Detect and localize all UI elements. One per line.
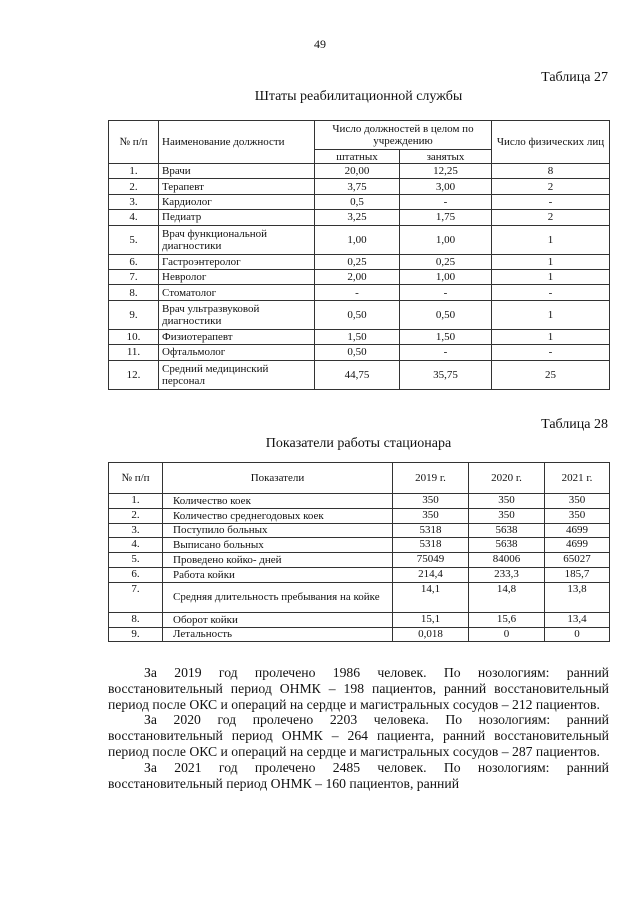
value-y2019: 214,4 (393, 567, 469, 582)
table-row (109, 538, 610, 553)
header-name: Наименование должности (159, 121, 315, 164)
page-number: 49 (314, 37, 326, 51)
hospital-indicators-table (108, 462, 610, 642)
position-name: Педиатр (159, 210, 315, 225)
row-number: 7. (109, 269, 159, 284)
persons-count: 2 (492, 179, 610, 194)
header-num: № п/п (109, 463, 163, 494)
staff-count: 0,25 (315, 254, 400, 269)
staff-count: 0,50 (315, 345, 400, 360)
table-row (109, 194, 610, 209)
value-y2020: 350 (469, 494, 545, 509)
row-number: 11. (109, 345, 159, 360)
occupied-count: 1,75 (400, 210, 492, 225)
persons-count: 25 (492, 360, 610, 389)
staff-count: 1,00 (315, 225, 400, 254)
header-2020: 2020 г. (469, 463, 545, 494)
value-y2021: 185,7 (545, 567, 610, 582)
table-row (109, 345, 610, 360)
value-y2020: 0 (469, 627, 545, 642)
occupied-count: 12,25 (400, 164, 492, 179)
value-y2019: 75049 (393, 553, 469, 568)
table28-title: Показатели работы стационара (265, 436, 452, 451)
value-y2020: 350 (469, 508, 545, 523)
staff-table-body (109, 164, 610, 390)
position-name: Стоматолог (159, 285, 315, 300)
value-y2019: 350 (393, 508, 469, 523)
table28-caption: Таблица 28 (541, 417, 608, 432)
table-row (109, 269, 610, 284)
value-y2021: 4699 (545, 538, 610, 553)
indicator-name: Выписано больных (163, 538, 393, 553)
row-number: 2. (109, 179, 159, 194)
header-persons: Число физических лиц (492, 121, 610, 164)
value-y2019: 15,1 (393, 612, 469, 627)
row-number: 6. (109, 254, 159, 269)
row-number: 8. (109, 285, 159, 300)
staff-count: 3,75 (315, 179, 400, 194)
position-name: Невролог (159, 269, 315, 284)
row-number: 9. (109, 627, 163, 642)
position-name: Кардиолог (159, 194, 315, 209)
occupied-count: - (400, 345, 492, 360)
staff-count: 44,75 (315, 360, 400, 389)
value-y2021: 350 (545, 508, 610, 523)
occupied-count: 1,00 (400, 225, 492, 254)
row-number: 12. (109, 360, 159, 389)
row-number: 3. (109, 523, 163, 538)
staff-count: 3,25 (315, 210, 400, 225)
value-y2021: 65027 (545, 553, 610, 568)
value-y2021: 350 (545, 494, 610, 509)
persons-count: 2 (492, 210, 610, 225)
value-y2019: 5318 (393, 538, 469, 553)
position-name: Средний медицинский персонал (159, 360, 315, 389)
header-staff: штатных (315, 150, 400, 164)
table-row (109, 553, 610, 568)
table-row (109, 329, 610, 344)
value-y2019: 14,1 (393, 582, 469, 612)
table-row (109, 523, 610, 538)
position-name: Терапевт (159, 179, 315, 194)
table-row (109, 360, 610, 389)
header-2021: 2021 г. (545, 463, 610, 494)
body-text (108, 665, 609, 791)
table-row (109, 494, 610, 509)
occupied-count: 1,50 (400, 329, 492, 344)
row-number: 4. (109, 538, 163, 553)
row-number: 8. (109, 612, 163, 627)
table-row (109, 627, 610, 642)
indicator-name: Оборот койки (163, 612, 393, 627)
staff-count: 0,50 (315, 300, 400, 329)
table-row (109, 225, 610, 254)
persons-count: 1 (492, 300, 610, 329)
indicator-name: Проведено койко- дней (163, 553, 393, 568)
table-row (109, 164, 610, 179)
table-row (109, 300, 610, 329)
row-number: 4. (109, 210, 159, 225)
paragraph: За 2021 год пролечено 2485 человек. По нозологиям: ранний восстановительный период ОНМК – 160 пациентов, ранний (108, 759, 609, 791)
value-y2020: 84006 (469, 553, 545, 568)
value-y2021: 13,4 (545, 612, 610, 627)
indicator-name: Летальность (163, 627, 393, 642)
header-occupied: занятых (400, 150, 492, 164)
row-number: 1. (109, 494, 163, 509)
table27-title: Штаты реабилитационной службы (254, 89, 463, 104)
value-y2020: 233,3 (469, 567, 545, 582)
value-y2021: 13,8 (545, 582, 610, 612)
position-name: Гастроэнтеролог (159, 254, 315, 269)
occupied-count: 3,00 (400, 179, 492, 194)
table-row (109, 285, 610, 300)
table-row (109, 612, 610, 627)
indicator-name: Количество среднегодовых коек (163, 508, 393, 523)
table-row (109, 582, 610, 612)
table-row (109, 254, 610, 269)
indicator-name: Поступило больных (163, 523, 393, 538)
occupied-count: - (400, 285, 492, 300)
value-y2019: 350 (393, 494, 469, 509)
header-num: № п/п (109, 121, 159, 164)
persons-count: - (492, 285, 610, 300)
indicator-name: Средняя длительность пребывания на койке (163, 582, 393, 612)
value-y2020: 14,8 (469, 582, 545, 612)
row-number: 1. (109, 164, 159, 179)
value-y2021: 4699 (545, 523, 610, 538)
occupied-count: 1,00 (400, 269, 492, 284)
persons-count: - (492, 345, 610, 360)
indicator-name: Количество коек (163, 494, 393, 509)
staff-table (108, 120, 610, 390)
value-y2021: 0 (545, 627, 610, 642)
value-y2020: 5638 (469, 523, 545, 538)
position-name: Врач ультразвуковой диагностики (159, 300, 315, 329)
row-number: 6. (109, 567, 163, 582)
row-number: 5. (109, 553, 163, 568)
value-y2019: 5318 (393, 523, 469, 538)
table27-caption: Таблица 27 (541, 70, 608, 85)
row-number: 10. (109, 329, 159, 344)
occupied-count: 0,25 (400, 254, 492, 269)
row-number: 2. (109, 508, 163, 523)
persons-count: - (492, 194, 610, 209)
persons-count: 1 (492, 269, 610, 284)
occupied-count: - (400, 194, 492, 209)
table-row (109, 508, 610, 523)
hospital-indicators-body (109, 494, 610, 642)
header-indicator: Показатели (163, 463, 393, 494)
position-name: Офтальмолог (159, 345, 315, 360)
value-y2019: 0,018 (393, 627, 469, 642)
row-number: 7. (109, 582, 163, 612)
row-number: 3. (109, 194, 159, 209)
position-name: Врач функциональной диагностики (159, 225, 315, 254)
position-name: Врачи (159, 164, 315, 179)
table-row (109, 210, 610, 225)
persons-count: 8 (492, 164, 610, 179)
paragraph: За 2020 год пролечено 2203 человека. По нозологиям: ранний восстановительный период ОНМК – 264 пациента, ранний восстановительный период после ОКС и операций на сердце и магистральных сосудов – 287 пациентов. (108, 712, 609, 759)
staff-count: 2,00 (315, 269, 400, 284)
persons-count: 1 (492, 329, 610, 344)
persons-count: 1 (492, 254, 610, 269)
staff-count: 0,5 (315, 194, 400, 209)
occupied-count: 0,50 (400, 300, 492, 329)
value-y2020: 5638 (469, 538, 545, 553)
value-y2020: 15,6 (469, 612, 545, 627)
staff-count: 20,00 (315, 164, 400, 179)
header-positions: Число должностей в целом по учреждению (315, 121, 492, 150)
row-number: 5. (109, 225, 159, 254)
persons-count: 1 (492, 225, 610, 254)
table-row (109, 179, 610, 194)
position-name: Физиотерапевт (159, 329, 315, 344)
paragraph: За 2019 год пролечено 1986 человек. По нозологиям: ранний восстановительный период ОНМК – 198 пациентов, ранний восстановительный период после ОКС и операций на сердце и магистральных сосудов – 212 пациентов. (108, 665, 609, 712)
staff-count: - (315, 285, 400, 300)
staff-count: 1,50 (315, 329, 400, 344)
occupied-count: 35,75 (400, 360, 492, 389)
header-2019: 2019 г. (393, 463, 469, 494)
row-number: 9. (109, 300, 159, 329)
indicator-name: Работа койки (163, 567, 393, 582)
table-row (109, 567, 610, 582)
